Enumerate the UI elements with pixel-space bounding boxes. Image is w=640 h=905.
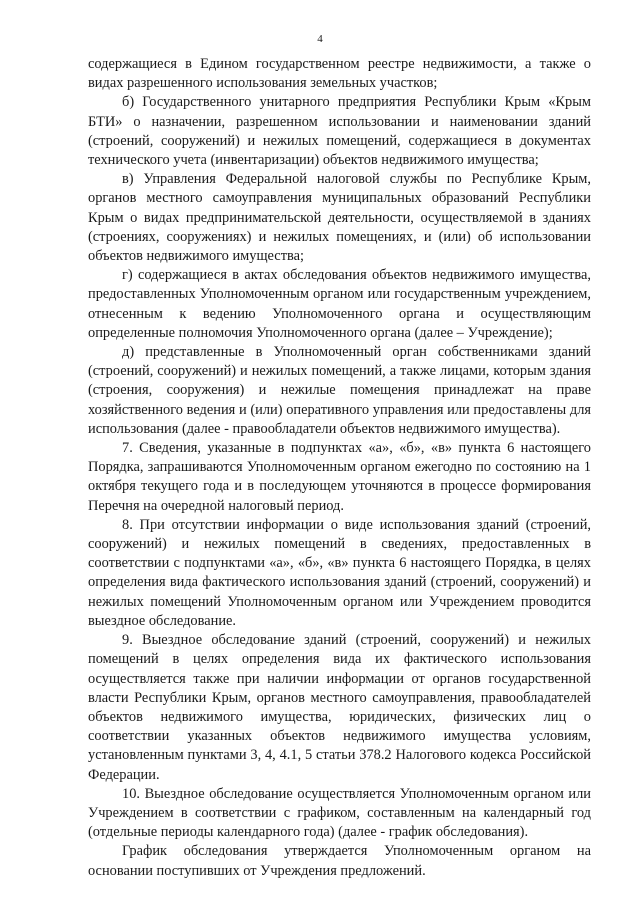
paragraph-clause-8: 8. При отсутствии информации о виде использования зданий (строений, сооружений) и нежилых помещений в сведениях, предоставленных в соответствии с подпунктами «а», «б», «в» пункта 6 настоящего Порядка, в целях определения вида фактического использования зданий (строений, сооружений) и нежилых помещений Уполномоченным органом или Учреждением проводится выездное обследование. [88,516,591,629]
paragraph-clause-9: 9. Выездное обследование зданий (строений, сооружений) и нежилых помещений в целях определения вида их фактического использования осуществляется также при наличии информации от органов государственной власти Республики Крым, органов местного самоуправления, правообладателей объектов недвижимого имущества, юридических, физических лиц о соответствии указанных объектов недвижимого имущества условиям, установленным пунктами 3, 4, 4.1, 5 статьи 378.2 Налогового кодекса Российской Федерации. [88,632,591,783]
document-body [88,55,591,881]
paragraph-clause-7: 7. Сведения, указанные в подпунктах «а», «б», «в» пункта 6 настоящего Порядка, запрашиваются Уполномоченным органом ежегодно по состоянию на 1 октября текущего года и в последующем уточняются в процессе формирования Перечня на очередной налоговый период. [88,440,591,514]
paragraph-clause-10: 10. Выездное обследование осуществляется Уполномоченным органом или Учреждением в соответствии с графиком, составленным на календарный год (отдельные периоды календарного года) (далее - график обследования). [88,785,591,841]
paragraph-continuation: содержащиеся в Едином государственном реестре недвижимости, а также о видах разрешенного использования земельных участков; [88,56,591,92]
paragraph-item-d: д) представленные в Уполномоченный орган собственниками зданий (строений, сооружений) и нежилых помещений, а также лицами, которым здания (строения, сооружения) и нежилые помещения принадлежат на праве хозяйственного ведения и (или) оперативного управления или предоставлены для использования (далее - правообладатели объектов недвижимого имущества). [88,344,591,437]
paragraph-schedule-approval: График обследования утверждается Уполномоченным органом на основании поступивших от Учреждения предложений. [88,843,591,879]
paragraph-item-v: в) Управления Федеральной налоговой службы по Республике Крым, органов местного самоуправления муниципальных образований Республики Крым о видах предпринимательской деятельности, осуществляемой в зданиях (строениях, сооружениях) и нежилых помещениях, и (или) об использовании объектов недвижимого имущества; [88,171,591,265]
paragraph-item-b: б) Государственного унитарного предприятия Республики Крым «Крым БТИ» о назначении, разрешенном использовании и наименовании зданий (строений, сооружений) и нежилых помещений, содержащиеся в документах технического учета (инвентаризации) объектов недвижимого имущества; [88,94,591,169]
paragraph-item-g: г) содержащиеся в актах обследования объектов недвижимого имущества, предоставленных Уполномоченным органом или государственным учреждением, отнесенным к ведению Уполномоченного органа и осуществляющим определенные полномочия Уполномоченного органа (далее – Учреждение); [88,267,591,341]
page-number: 4 [317,33,323,45]
